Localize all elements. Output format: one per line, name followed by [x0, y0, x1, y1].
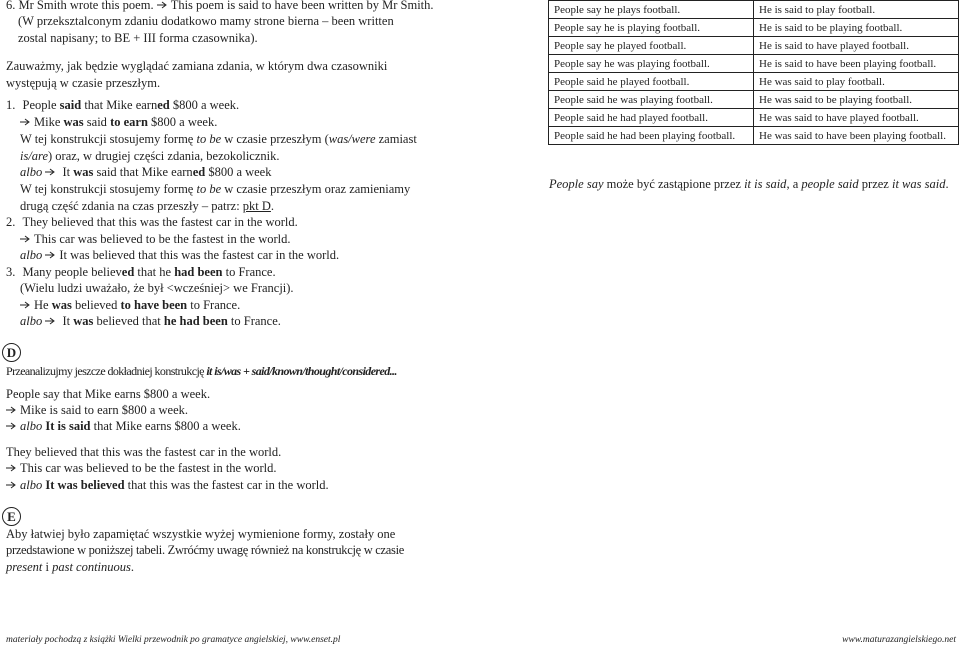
text: .	[945, 177, 949, 191]
text: that Mike earns $800 a week.	[90, 419, 241, 433]
text: Mike is said to earn $800 a week.	[20, 403, 189, 417]
example-3-line-1	[6, 265, 276, 280]
arrow-right-icon	[157, 0, 167, 10]
item-6-note-1: (W przeksztalconym zdaniu dodatkowo mamy strone bierna – been written	[18, 14, 394, 28]
footer-source: materiały pochodzą z książki Wielki przewodnik po gramatyce angielskiej, www.enset.pl	[6, 635, 341, 645]
text: W tej konstrukcji stosujemy formę	[20, 182, 197, 196]
example-3-line-3	[20, 298, 240, 313]
text: zamiast	[375, 132, 417, 146]
section-e-marker: E	[2, 507, 21, 526]
text: ed	[121, 265, 135, 279]
active-form-cell: People say he plays football.	[549, 1, 754, 19]
text: to have been	[120, 298, 188, 312]
text: It was believed that this was the fastest car in the world.	[59, 248, 340, 262]
item-6-line	[6, 0, 434, 13]
table-row	[549, 109, 959, 127]
text: przez	[858, 177, 892, 191]
text: .	[270, 199, 275, 213]
item-number: 3.	[6, 265, 16, 279]
arrow-right-icon	[6, 421, 16, 431]
table-row	[549, 19, 959, 37]
example-2-line-2	[20, 232, 291, 247]
footer-site-link[interactable]: www.maturazangielskiego.net	[842, 635, 956, 645]
sentence: Mr Smith wrote this poem.	[18, 0, 154, 12]
arrow-right-icon	[20, 117, 30, 127]
albo-label: albo	[20, 314, 43, 328]
text: said	[59, 98, 82, 112]
albo-label: albo	[20, 165, 43, 179]
text: believed	[71, 298, 121, 312]
example-1-explanation-4	[20, 199, 274, 214]
forms-table	[548, 0, 959, 145]
text: that he	[134, 265, 175, 279]
example-2-line-1	[6, 215, 298, 230]
text: może być zastąpione przez	[603, 177, 745, 191]
text: to earn	[110, 115, 148, 129]
active-form-cell: People said he was playing football.	[549, 91, 754, 109]
arrow-right-icon	[45, 167, 55, 177]
active-form-cell: People said he had been playing football.	[549, 127, 754, 145]
item-number: 1.	[6, 98, 16, 112]
text: to France.	[227, 314, 281, 328]
example-3-line-2: (Wielu ludzi uważało, że był <wcześniej> we Francji).	[20, 281, 294, 295]
example-3-line-4	[20, 314, 281, 329]
section-d-sentence-6	[6, 478, 329, 493]
text: People say	[549, 177, 604, 191]
text: drugą część zdania na czas przeszły – patrz:	[20, 199, 243, 213]
text: $800 a week.	[169, 98, 240, 112]
text: people said	[801, 177, 859, 191]
active-form-cell: People said he played football.	[549, 73, 754, 91]
text: believed that	[93, 314, 164, 328]
text: was/were	[328, 132, 376, 146]
section-d-sentence-3	[6, 419, 241, 434]
example-1-explanation-3	[20, 182, 410, 197]
section-e-line-3	[6, 560, 134, 575]
arrow-right-icon	[6, 480, 16, 490]
passive-form-cell: He is said to be playing football.	[754, 19, 959, 37]
passive-form-cell: He was said to be playing football.	[754, 91, 959, 109]
text: was	[73, 314, 94, 328]
text: People	[22, 98, 60, 112]
text: it is/was + said/known/thought/considered...	[206, 364, 397, 378]
sentence: This poem is said to have been written by Mr Smith.	[170, 0, 434, 12]
item-6-note-2: zostal napisany; to BE + III forma czasownika).	[18, 31, 258, 45]
text: to be	[196, 132, 222, 146]
text: past continuous	[52, 560, 131, 574]
active-form-cell: People say he played football.	[549, 37, 754, 55]
text: to France.	[222, 265, 276, 279]
section-d-marker: D	[2, 343, 21, 362]
text: W tej konstrukcji stosujemy formę	[20, 132, 197, 146]
text: to be	[196, 182, 222, 196]
arrow-right-icon	[6, 463, 16, 473]
example-1-line-3	[20, 165, 271, 180]
table-row	[549, 73, 959, 91]
text: It	[59, 165, 74, 179]
table-row	[549, 1, 959, 19]
text: Przeanalizujmy jeszcze dokładniej konstrukcję	[6, 364, 207, 378]
text: said that Mike earn	[93, 165, 193, 179]
text: is/are	[20, 149, 49, 163]
example-1-line-2	[20, 115, 217, 130]
passive-form-cell: He is said to have played football.	[754, 37, 959, 55]
active-form-cell: People said he had played football.	[549, 109, 754, 127]
arrow-right-icon	[6, 405, 16, 415]
section-d-sentence-2	[6, 403, 188, 418]
albo-label: albo	[20, 419, 43, 433]
section-d-sentence-4: They believed that this was the fastest car in the world.	[6, 445, 282, 459]
table-row	[549, 55, 959, 73]
item-number: 6.	[6, 0, 16, 12]
text: present	[6, 560, 43, 574]
example-1-line-1	[6, 98, 239, 113]
table-row	[549, 91, 959, 109]
text: that Mike earn	[81, 98, 158, 112]
section-e-line-1: Aby łatwiej było zapamiętać wszystkie wyżej wymienione formy, zostały one	[6, 527, 396, 541]
arrow-right-icon	[20, 300, 30, 310]
table-row	[549, 37, 959, 55]
passive-form-cell: He is said to have been playing football.	[754, 55, 959, 73]
text: , a	[786, 177, 802, 191]
arrow-right-icon	[45, 250, 55, 260]
active-form-cell: People say he is playing football.	[549, 19, 754, 37]
text: $800 a week	[205, 165, 272, 179]
text: Mike	[34, 115, 64, 129]
pkt-d-link[interactable]: pkt D	[242, 199, 271, 213]
replacement-note	[549, 177, 949, 192]
text: was	[63, 115, 84, 129]
left-column	[6, 0, 434, 649]
text: was	[51, 298, 72, 312]
example-2-line-3	[20, 248, 339, 263]
text: They believed that this was the fastest car in the world.	[22, 215, 298, 229]
passive-form-cell: He is said to play football.	[754, 1, 959, 19]
section-d-intro	[6, 364, 397, 379]
text: he had been	[163, 314, 228, 328]
example-1-explanation-2	[20, 149, 280, 164]
text: ) oraz, w drugiej części zdania, bezokolicznik.	[48, 149, 280, 163]
text: was	[73, 165, 94, 179]
text: ed	[157, 98, 170, 112]
section-e-line-2: przedstawione w poniższej tabeli. Zwróćmy uwagę również na konstrukcję w czasie	[6, 543, 405, 557]
text: .	[130, 560, 135, 574]
active-form-cell: People say he was playing football.	[549, 55, 754, 73]
text: w czasie przeszłym oraz zamieniamy	[221, 182, 411, 196]
example-1-explanation-1	[20, 132, 417, 147]
text: It	[59, 314, 74, 328]
text: He	[34, 298, 52, 312]
arrow-right-icon	[20, 234, 30, 244]
table-row	[549, 127, 959, 145]
text: said	[83, 115, 111, 129]
passive-form-cell: He was said to have been playing football.	[754, 127, 959, 145]
intro-line-1: Zauważmy, jak będzie wyglądać zamiana zdania, w którym dwa czasowniki	[6, 59, 388, 73]
text: i	[42, 560, 53, 574]
text: It is said	[45, 419, 91, 433]
text: it is said	[744, 177, 787, 191]
arrow-right-icon	[45, 316, 55, 326]
section-d-sentence-5	[6, 461, 277, 476]
passive-form-cell: He was said to have played football.	[754, 109, 959, 127]
intro-line-2: występują w czasie przeszłym.	[6, 76, 161, 90]
albo-label: albo	[20, 248, 43, 262]
text: w czasie przeszłym (	[221, 132, 329, 146]
text: that this was the fastest car in the world.	[124, 478, 329, 492]
text: Many people believ	[22, 265, 122, 279]
text: to France.	[187, 298, 241, 312]
text: had been	[174, 265, 223, 279]
text: $800 a week.	[147, 115, 218, 129]
text: ed	[192, 165, 206, 179]
item-number: 2.	[6, 215, 16, 229]
passive-form-cell: He was said to play football.	[754, 73, 959, 91]
text: it was said	[891, 177, 946, 191]
text: It was believed	[45, 478, 125, 492]
text: This car was believed to be the fastest in the world.	[20, 461, 277, 475]
text: This car was believed to be the fastest in the world.	[34, 232, 291, 246]
albo-label: albo	[20, 478, 43, 492]
section-d-sentence-1: People say that Mike earns $800 a week.	[6, 387, 211, 401]
